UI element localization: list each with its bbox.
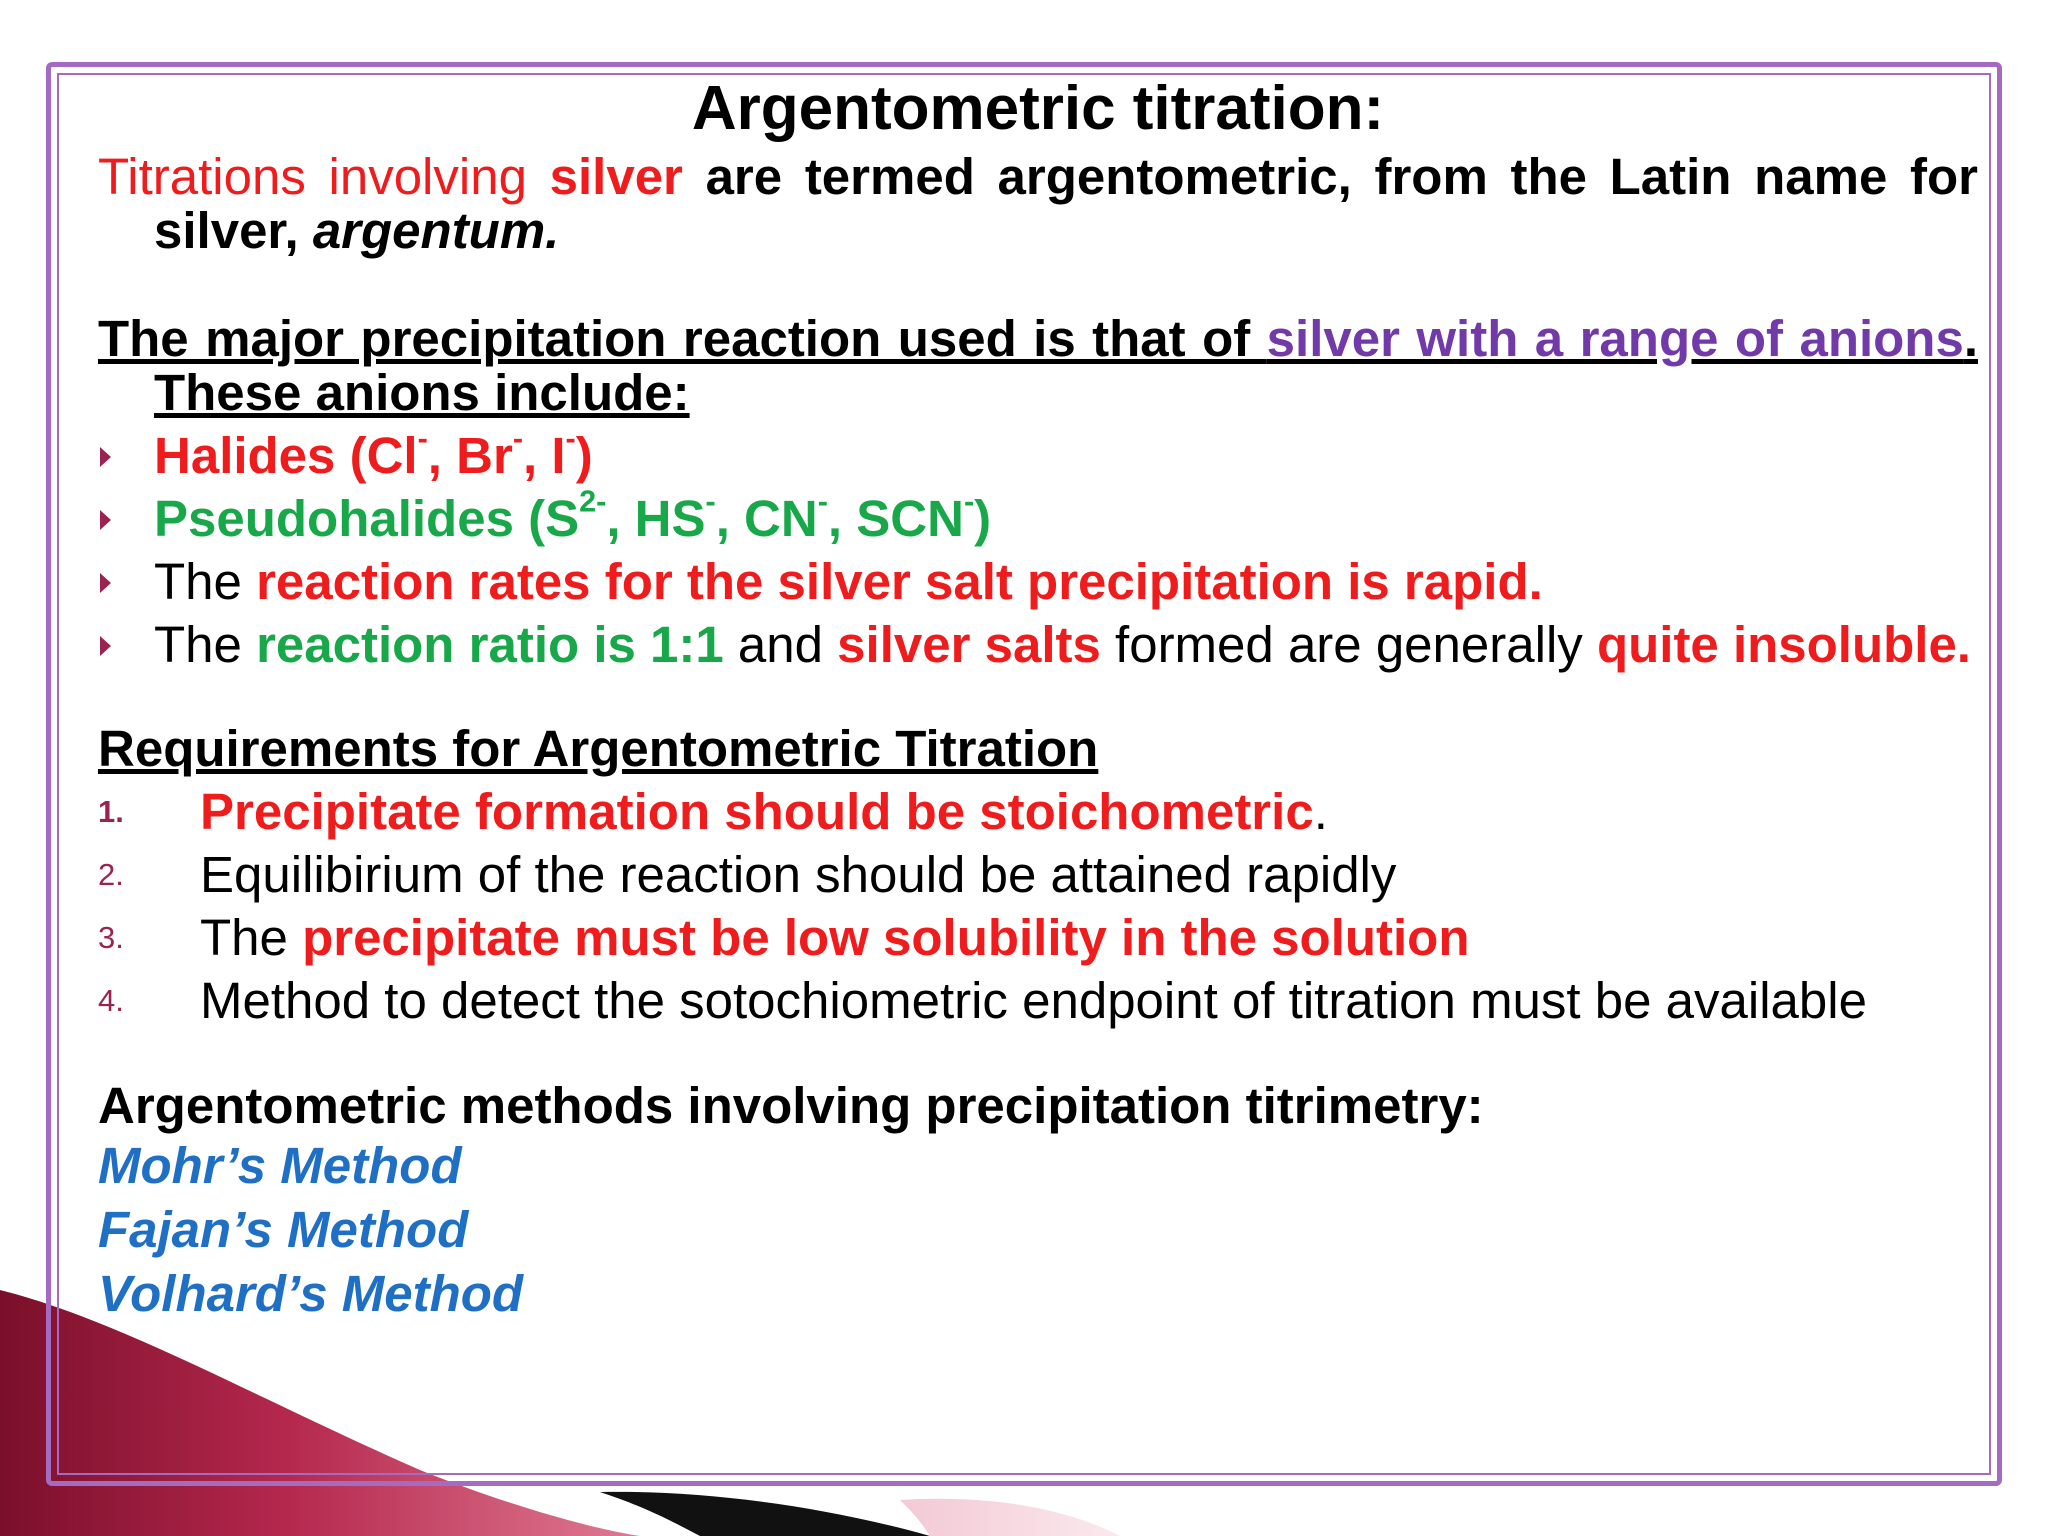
slide-content (98, 74, 1978, 1326)
requirement-item-2 (98, 848, 1978, 902)
requirement-1-text: Precipitate formation should be stoichometric (200, 783, 1314, 840)
spacer (98, 1028, 1978, 1078)
major-text-c: . These anions include: (154, 310, 1978, 421)
corner-wave-light (900, 1499, 1120, 1536)
method-volhard: Volhard’s Method (98, 1265, 524, 1322)
ratio-text-c: and (723, 616, 838, 673)
requirement-2-text: Equilibirium of the reaction should be attained rapidly (200, 846, 1397, 903)
item-number: 1. (98, 794, 124, 829)
slide-title: Argentometric titration: (691, 74, 1385, 143)
halides-text: Halides (Cl-, Br-, I-) (154, 421, 593, 484)
pseudohalides-text: Pseudohalides ($S^{2-}$, HS-, CN-, SCN-) (154, 484, 992, 547)
requirement-item-4 (98, 974, 1978, 1028)
item-number: 3. (98, 920, 124, 955)
intro-silver: silver (549, 148, 683, 205)
bullet-halides (98, 421, 1978, 484)
major-silver-anions: silver with a range of anions (1266, 310, 1964, 367)
anion-bullet-list (98, 421, 1978, 673)
spacer (98, 258, 1978, 312)
bullet-reaction-ratio (98, 618, 1978, 672)
corner-wave-dark (600, 1492, 930, 1536)
requirement-1-period: . (1313, 783, 1328, 840)
requirement-3-text-b: precipitate must be low solubility in the solution (302, 909, 1470, 966)
method-fajan: Fajan’s Method (98, 1201, 469, 1258)
arrow-bullet-icon (100, 447, 111, 467)
bullet-reaction-rates (98, 555, 1978, 609)
ratio-text-e: formed are generally (1100, 616, 1597, 673)
rates-text-b: reaction rates for the silver salt precipitation is rapid. (256, 553, 1543, 610)
major-text-a: The major precipitation reaction used is that of (98, 310, 1267, 367)
requirement-4-text: Method to detect the sotochiometric endpoint of titration must be available (200, 972, 1867, 1029)
ratio-text-a: The (154, 616, 257, 673)
ratio-text-f: quite insoluble. (1596, 616, 1971, 673)
method-mohr: Mohr’s Method (98, 1137, 462, 1194)
arrow-bullet-icon (100, 573, 111, 593)
requirement-3-text-a: The (200, 909, 303, 966)
rates-text-a: The (154, 553, 257, 610)
arrow-bullet-icon (100, 636, 111, 656)
intro-paragraph (98, 150, 1978, 258)
arrow-bullet-icon (100, 510, 111, 530)
ratio-text-b: reaction ratio is 1:1 (256, 616, 724, 673)
intro-text-c: are termed argentometric, from the Latin name for silver, (154, 148, 1978, 259)
requirements-list (98, 785, 1978, 1028)
methods-heading: Argentometric methods involving precipitation titrimetry: (98, 1077, 1484, 1134)
intro-text-a: Titrations involving (98, 148, 550, 205)
spacer (98, 672, 1978, 722)
bullet-pseudohalides (98, 484, 1978, 547)
requirement-item-1 (98, 785, 1978, 839)
ratio-text-d: silver salts (837, 616, 1101, 673)
requirements-heading: Requirements for Argentometric Titration (98, 720, 1099, 777)
major-reaction-paragraph (98, 312, 1978, 420)
item-number: 2. (98, 857, 124, 892)
requirement-item-3 (98, 911, 1978, 965)
intro-argentum: argentum. (312, 202, 560, 259)
item-number: 4. (98, 983, 124, 1018)
